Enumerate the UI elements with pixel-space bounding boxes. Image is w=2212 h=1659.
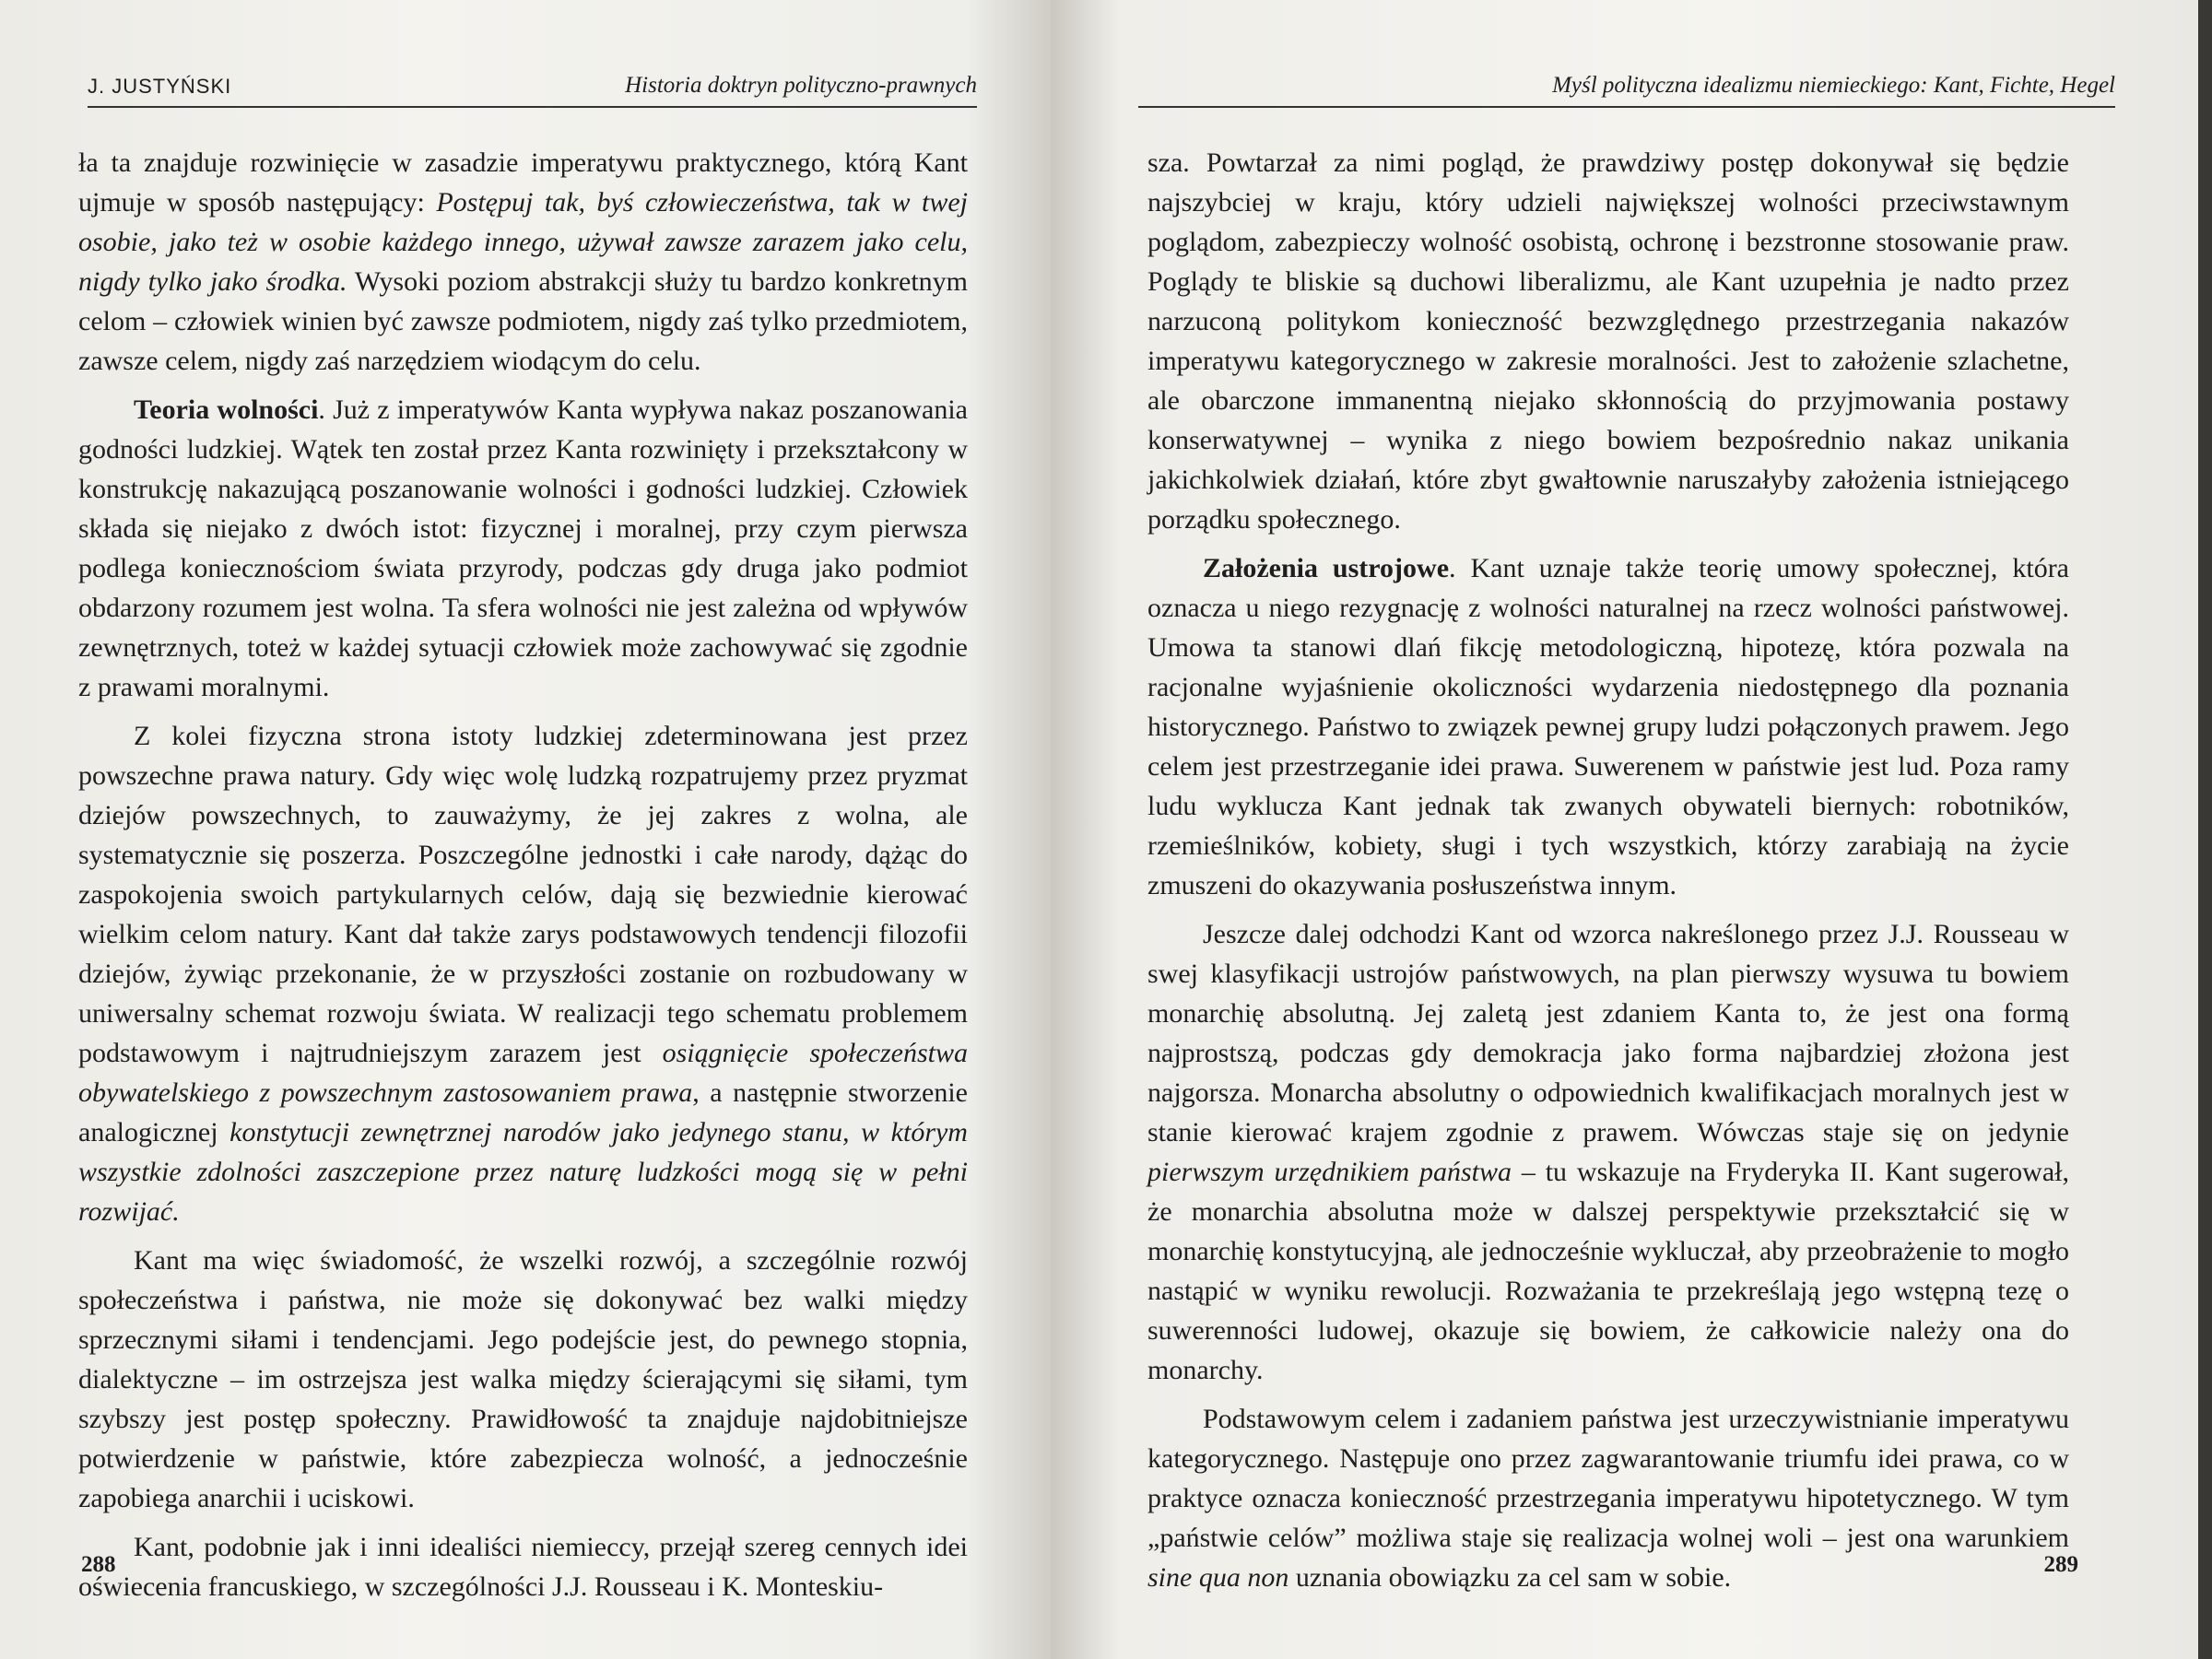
right-paragraph-3 [1147, 914, 2069, 1390]
section-heading-teoria-wolnosci: Teoria wolności [134, 394, 319, 425]
right-paragraph-2 [1147, 548, 2069, 905]
right-p4-text-b: uznania obowiązku za cel sam w sobie. [1288, 1562, 1732, 1593]
right-page [1051, 0, 2198, 1659]
right-paragraph-4 [1147, 1399, 2069, 1597]
left-paragraph-3 [78, 716, 968, 1231]
right-header [1138, 51, 2115, 108]
right-running-title: Myśl polityczna idealizmu niemieckiego: Kant, Fichte, Hegel [1552, 73, 2115, 98]
right-p4-italic: sine qua non [1147, 1562, 1289, 1593]
left-p2-text: . Już z imperatywów Kanta wypływa nakaz poszanowania godności ludzkiej. Wątek ten został przez Kanta rozwinięty i przekształcony w konstrukcję nakazującą poszanowanie wolności i godności ludzkiej. Człowiek składa się niejako z dwóch istot: fizycznej i moralnej, przy czym pierwsza podlega koniecznościom świata przyrody, podczas gdy druga jako podmiot obdarzony rozumem jest wolna. Ta sfera wolności nie jest zależna od wpływów zewnętrznych, toteż w każdej sytuacji człowiek może zachowywać się zgodnie z prawami moralnymi. [78, 394, 968, 702]
left-p3-italic-2: konstytucji zewnętrznej narodów jako jedynego stanu, w którym wszystkie zdolności zaszczepione przez naturę ludzkości mogą się w pełni rozwijać. [78, 1117, 968, 1227]
left-p3-text-a: Z kolei fizyczna strona istoty ludzkiej zdeterminowana jest przez powszechne prawa natury. Gdy więc wolę ludzką rozpatrujemy przez pryzmat dziejów powszechnych, to zauważymy, że jej zakres z wolna, ale systematycznie się poszerza. Poszczególne jednostki i całe narody, dążąc do zaspokojenia swoich partykularnych celów, dają się bezwiednie kierować wielkim celom natury. Kant dał także zarys podstawowych tendencji filozofii dziejów, żywiąc przekonanie, że w przyszłości zostanie on rozbudowany w uniwersalny schemat rozwoju świata. W realizacji tego schematu problemem podstawowym i najtrudniejszym zarazem jest [78, 721, 968, 1068]
left-body [78, 143, 968, 1606]
right-paragraph-1: sza. Powtarzał za nimi pogląd, że prawdziwy postęp dokonywał się będzie najszybciej w kraju, który udzieli największej wolności przeciwstawnym poglądom, zabezpieczy wolność osobistą, ochronę i bezstronne stosowanie praw. Poglądy te bliskie są duchowi liberalizmu, ale Kant uzupełnia je nadto przez narzuconą politykom konieczność bezwzględnego przestrzegania nakazów imperatywu kategorycznego w zakresie moralności. Jest to założenie szlachetne, ale obarczone immanentną niejako skłonnością do przyjmowania postawy konserwatywnej – wynika z niego bowiem bezpośrednio nakaz unikania jakichkolwiek działań, które zbyt gwałtownie naruszałyby założenia istniejącego porządku społecznego. [1147, 147, 2069, 535]
right-p3-text-b: – tu wskazuje na Fryderyka II. Kant sugerował, że monarchia absolutna może w dalszej perspektywie przekształcić się w monarchię konstytucyjną, ale jednocześnie wykluczał, aby przeobrażenie to mogło nastąpić w wyniku rewolucji. Rozważania te przekreślają jego wstępną tezę o suwerenności ludowej, okazuje się bowiem, że całkowicie należy ona do monarchy. [1147, 1157, 2069, 1385]
left-paragraph-2 [78, 390, 968, 707]
left-paragraph-1 [78, 143, 968, 381]
page-number-left: 288 [81, 1552, 116, 1577]
left-p3-text-b: , a następnie stworzenie analogicznej [78, 1077, 968, 1147]
left-p3-italic-1: osiągnięcie społeczeństwa obywatelskiego z powszechnym zastosowaniem prawa [78, 1038, 968, 1108]
author-name: J. JUSTYŃSKI [88, 75, 232, 98]
right-p3-italic: pierwszym urzędnikiem państwa [1147, 1157, 1512, 1187]
page-number-right: 289 [2043, 1552, 2078, 1577]
left-running-title: Historia doktryn polityczno-prawnych [625, 73, 977, 98]
right-p2-text: . Kant uznaje także teorię umowy społecznej, która oznacza u niego rezygnację z wolności naturalnej na rzecz wolności państwowej. Umowa ta stanowi dlań fikcję metodologiczną, hipotezę, która pozwala na racjonalne wyjaśnienie okoliczności wydarzenia niedostępnego dla poznania historycznego. Państwo to związek pewnej grupy ludzi połączonych prawem. Jego celem jest przestrzeganie idei prawa. Suwerenem w państwie jest lud. Poza ramy ludu wyklucza Kant jednak tak zwanych obywateli biernych: robotników, rzemieślników, kobiety, sługi i tych wszystkich, którzy zarabiają na życie zmuszeni do okazywania posłuszeństwa innym. [1147, 553, 2069, 900]
book-edge [2198, 0, 2212, 1659]
section-heading-zalozenia-ustrojowe: Założenia ustrojowe [1203, 553, 1450, 583]
left-header [88, 51, 977, 108]
left-page [0, 0, 1051, 1659]
left-p1-text-a: ła ta znajduje rozwinięcie w zasadzie imperatywu praktycznego, którą Kant ujmuje w sposób następujący: [78, 147, 968, 218]
right-p4-text-a: Podstawowym celem i zadaniem państwa jest urzeczywistnianie imperatywu kategorycznego. Następuje ono przez zagwarantowanie triumfu idei prawa, co w praktyce oznacza konieczność przestrzegania imperatywu hipotetycznego. W tym „państwie celów” możliwa staje się realizacja wolnej woli – jest ona warunkiem [1147, 1404, 2069, 1553]
left-paragraph-4: Kant ma więc świadomość, że wszelki rozwój, a szczególnie rozwój społeczeństwa i państwa, nie może się dokonywać bez walki między sprzecznymi siłami i tendencjami. Jego podejście jest, do pewnego stopnia, dialektyczne – im ostrzejsza jest walka między ścierającymi się siłami, tym szybszy jest postęp społeczny. Prawidłowość ta znajduje najdobitniejsze potwierdzenie w państwie, które zabezpiecza wolność, a jednocześnie zapobiega anarchii i uciskowi. [78, 1245, 968, 1513]
right-body [1147, 143, 2069, 1597]
left-p1-italic: Postępuj tak, byś człowieczeństwa, tak w twej osobie, jako też w osobie każdego innego, używał zawsze zarazem jako celu, nigdy tylko jako środka. [78, 187, 968, 297]
left-p1-text-b: Wysoki poziom abstrakcji służy tu bardzo konkretnym celom – człowiek winien być zawsze podmiotem, nigdy zaś tylko przedmiotem, zawsze celem, nigdy zaś narzędziem wiodącym do celu. [78, 266, 969, 376]
right-p3-text-a: Jeszcze dalej odchodzi Kant od wzorca nakreślonego przez J.J. Rousseau w swej klasyfikacji ustrojów państwowych, na plan pierwszy wysuwa tu bowiem monarchię absolutną. Jej zaletą jest zdaniem Kanta to, że jest ona formą najprostszą, podczas gdy demokracja jako forma najbardziej złożona jest najgorsza. Monarcha absolutny o odpowiednich kwalifikacjach moralnych jest w stanie kierować krajem zgodnie z prawem. Wówczas staje się on jedynie [1147, 919, 2069, 1147]
left-paragraph-5: Kant, podobnie jak i inni idealiści niemieccy, przejął szereg cennych idei oświecenia francuskiego, w szczególności J.J. Rousseau i K. Monteskiu- [78, 1532, 968, 1602]
